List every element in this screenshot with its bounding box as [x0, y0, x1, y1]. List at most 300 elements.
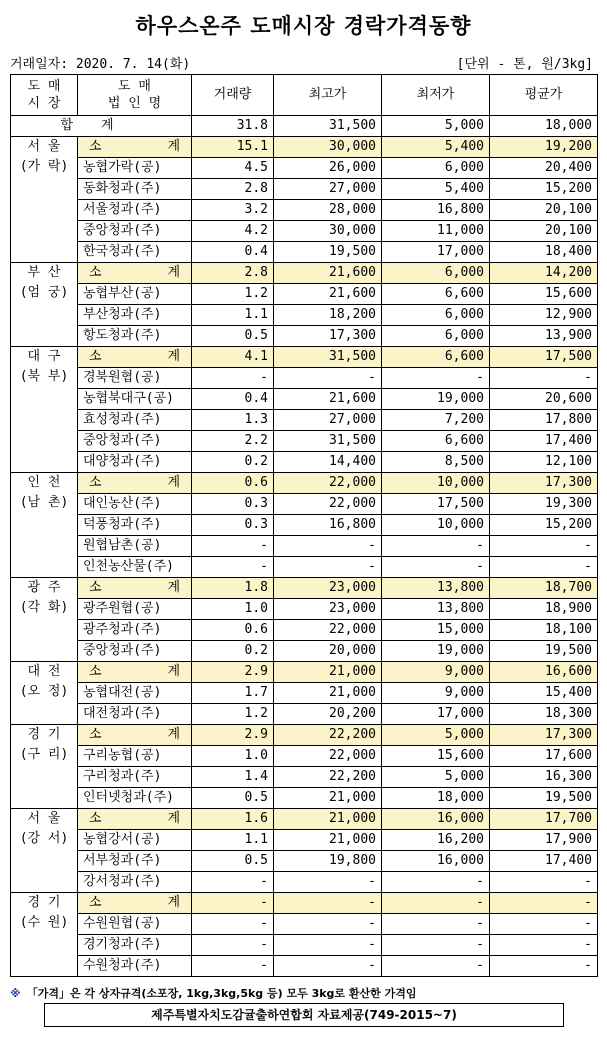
table-row [11, 200, 598, 221]
cell-volume: 4.5 [192, 158, 274, 179]
subtotal-label-text [83, 473, 186, 493]
company-name: 대양청과(주) [78, 452, 192, 473]
subtotal-volume: 2.8 [192, 263, 274, 284]
subtotal-row [11, 473, 598, 494]
company-name: 대인농산(주) [78, 494, 192, 515]
cell-volume: 1.2 [192, 704, 274, 725]
region-name: 부 산 [27, 265, 61, 280]
data-source: 제주특별자치도감귤출하연합회 자료제공(749-2015~7) [44, 1003, 564, 1027]
page-title: 하우스온주 도매시장 경락가격동향 [135, 14, 472, 38]
cell-max: 27,000 [274, 410, 382, 431]
region-name: 서 울 [27, 811, 61, 826]
cell-min: - [382, 872, 490, 893]
table-row [11, 746, 598, 767]
subtotal-label-b: 계 [167, 349, 180, 364]
cell-max: 26,000 [274, 158, 382, 179]
market-region [11, 809, 78, 893]
company-name: 농협대전(공) [78, 683, 192, 704]
subtotal-label-b: 계 [167, 580, 180, 595]
subtotal-label [78, 809, 192, 830]
subtotal-label [78, 662, 192, 683]
total-avg: 18,000 [490, 116, 598, 137]
subtotal-min: 6,000 [382, 263, 490, 284]
subtotal-min: 13,800 [382, 578, 490, 599]
cell-min: 17,000 [382, 704, 490, 725]
subtotal-avg: 17,300 [490, 725, 598, 746]
company-name: 수원원협(공) [78, 914, 192, 935]
total-label: 합계 [11, 116, 192, 137]
cell-min: 6,000 [382, 326, 490, 347]
subtotal-row [11, 893, 598, 914]
price-table [10, 74, 598, 977]
note-text: 「가격」은 각 상자규격(소포장, 1kg,3kg,5kg 등) 모두 3kg로 환산한 가격임 [26, 987, 417, 1000]
table-row [11, 620, 598, 641]
cell-max: - [274, 368, 382, 389]
subtotal-avg: 17,700 [490, 809, 598, 830]
company-name: 항도청과(주) [78, 326, 192, 347]
region-market: (남 촌) [19, 495, 69, 510]
subtotal-volume: 4.1 [192, 347, 274, 368]
table-row [11, 452, 598, 473]
cell-min: 18,000 [382, 788, 490, 809]
region-name: 경 기 [27, 895, 61, 910]
cell-avg: 20,100 [490, 200, 598, 221]
cell-avg: - [490, 956, 598, 977]
subtotal-avg: - [490, 893, 598, 914]
company-name: 중앙청과(주) [78, 431, 192, 452]
subtotal-label [78, 347, 192, 368]
subtotal-label-a: 소 [89, 139, 102, 154]
cell-min: 10,000 [382, 515, 490, 536]
cell-min: 6,600 [382, 431, 490, 452]
cell-volume: 1.0 [192, 746, 274, 767]
company-name: 중앙청과(주) [78, 221, 192, 242]
cell-min: 15,600 [382, 746, 490, 767]
region-market: (가 락) [19, 159, 69, 174]
subtotal-volume: 1.8 [192, 578, 274, 599]
cell-volume: - [192, 557, 274, 578]
subtotal-label-a: 소 [89, 265, 102, 280]
cell-min: - [382, 914, 490, 935]
cell-max: - [274, 536, 382, 557]
cell-max: - [274, 557, 382, 578]
table-row [11, 221, 598, 242]
cell-avg: 20,400 [490, 158, 598, 179]
table-row [11, 242, 598, 263]
region-name: 인 천 [27, 475, 61, 490]
subtotal-label-b: 계 [167, 139, 180, 154]
subtotal-label-b: 계 [167, 265, 180, 280]
cell-volume: 1.1 [192, 830, 274, 851]
subtotal-label-b: 계 [167, 895, 180, 910]
subtotal-min: 16,000 [382, 809, 490, 830]
market-region [11, 263, 78, 347]
subtotal-label-b: 계 [167, 811, 180, 826]
company-name: 광주청과(주) [78, 620, 192, 641]
cell-min: 19,000 [382, 641, 490, 662]
subtotal-min: 10,000 [382, 473, 490, 494]
cell-volume: 0.5 [192, 851, 274, 872]
subtotal-label [78, 725, 192, 746]
table-row [11, 158, 598, 179]
cell-max: 18,200 [274, 305, 382, 326]
cell-avg: 15,400 [490, 683, 598, 704]
cell-volume: 2.8 [192, 179, 274, 200]
cell-avg: - [490, 872, 598, 893]
company-name: 농협가락(공) [78, 158, 192, 179]
company-name: 효성청과(주) [78, 410, 192, 431]
region-market: (강 서) [19, 831, 69, 846]
table-row [11, 536, 598, 557]
company-name: 강서청과(주) [78, 872, 192, 893]
header-company-line2: 법 인 명 [107, 96, 162, 111]
table-row [11, 284, 598, 305]
company-name: 경기청과(주) [78, 935, 192, 956]
company-name: 서부청과(주) [78, 851, 192, 872]
cell-min: 6,000 [382, 158, 490, 179]
cell-min: - [382, 368, 490, 389]
subtotal-avg: 14,200 [490, 263, 598, 284]
cell-volume: 0.4 [192, 242, 274, 263]
subtotal-label-text [83, 137, 186, 157]
region-market: (오 정) [19, 684, 69, 699]
cell-avg: 12,100 [490, 452, 598, 473]
cell-volume: 0.2 [192, 452, 274, 473]
subtotal-volume: 2.9 [192, 662, 274, 683]
cell-volume: 3.2 [192, 200, 274, 221]
market-region [11, 662, 78, 725]
region-name: 대 전 [27, 664, 61, 679]
subtotal-max: 22,000 [274, 473, 382, 494]
header-volume: 거래량 [192, 75, 274, 116]
table-row [11, 515, 598, 536]
cell-avg: 17,900 [490, 830, 598, 851]
table-row [11, 410, 598, 431]
table-row [11, 368, 598, 389]
subtotal-label-text [83, 263, 186, 283]
subtotal-row [11, 137, 598, 158]
company-name: 원협남촌(공) [78, 536, 192, 557]
table-row [11, 599, 598, 620]
cell-volume: 0.2 [192, 641, 274, 662]
cell-volume: 0.5 [192, 326, 274, 347]
cell-max: - [274, 935, 382, 956]
subtotal-max: 21,600 [274, 263, 382, 284]
company-name: 농협부산(공) [78, 284, 192, 305]
cell-volume: - [192, 536, 274, 557]
cell-volume: 0.6 [192, 620, 274, 641]
region-market: (엄 궁) [19, 285, 69, 300]
subtotal-volume: - [192, 893, 274, 914]
cell-min: 6,600 [382, 284, 490, 305]
region-market: (구 리) [19, 747, 69, 762]
cell-max: 23,000 [274, 599, 382, 620]
subtotal-label-a: 소 [89, 664, 102, 679]
table-row [11, 767, 598, 788]
cell-min: 16,200 [382, 830, 490, 851]
cell-volume: - [192, 935, 274, 956]
subtotal-label [78, 578, 192, 599]
cell-avg: 19,500 [490, 641, 598, 662]
subtotal-max: 22,200 [274, 725, 382, 746]
subtotal-label-text [83, 893, 186, 913]
cell-avg: 12,900 [490, 305, 598, 326]
subtotal-volume: 0.6 [192, 473, 274, 494]
cell-avg: 20,600 [490, 389, 598, 410]
subtotal-row [11, 578, 598, 599]
footnote [10, 985, 416, 1001]
cell-max: 31,500 [274, 431, 382, 452]
subtotal-min: 5,000 [382, 725, 490, 746]
cell-min: 8,500 [382, 452, 490, 473]
cell-volume: 0.3 [192, 515, 274, 536]
subtotal-max: 21,000 [274, 662, 382, 683]
subtotal-label-b: 계 [167, 475, 180, 490]
cell-min: 7,200 [382, 410, 490, 431]
header-region [11, 75, 78, 116]
table-row [11, 851, 598, 872]
subtotal-row [11, 347, 598, 368]
cell-min: 5,000 [382, 767, 490, 788]
table-row [11, 389, 598, 410]
subtotal-min: 5,400 [382, 137, 490, 158]
market-region [11, 578, 78, 662]
cell-max: 22,000 [274, 746, 382, 767]
subtotal-min: 6,600 [382, 347, 490, 368]
cell-max: 21,600 [274, 284, 382, 305]
cell-avg: 16,300 [490, 767, 598, 788]
subtotal-label-text [83, 725, 186, 745]
cell-volume: 0.5 [192, 788, 274, 809]
cell-volume: - [192, 368, 274, 389]
cell-min: 17,000 [382, 242, 490, 263]
table-row [11, 935, 598, 956]
region-name: 광 주 [27, 580, 61, 595]
company-name: 수원청과(주) [78, 956, 192, 977]
cell-avg: 17,600 [490, 746, 598, 767]
market-region [11, 137, 78, 263]
subtotal-volume: 2.9 [192, 725, 274, 746]
cell-max: 21,000 [274, 683, 382, 704]
company-name: 광주원협(공) [78, 599, 192, 620]
header-company-line1: 도 매 [118, 79, 151, 94]
table-row [11, 326, 598, 347]
subtotal-label-text [83, 347, 186, 367]
header-region-line1: 도 매 [27, 79, 61, 94]
subtotal-max: 21,000 [274, 809, 382, 830]
cell-avg: 13,900 [490, 326, 598, 347]
cell-min: 6,000 [382, 305, 490, 326]
table-row [11, 431, 598, 452]
cell-max: - [274, 914, 382, 935]
cell-min: 9,000 [382, 683, 490, 704]
company-name: 인터넷청과(주) [78, 788, 192, 809]
cell-volume: - [192, 956, 274, 977]
cell-volume: 1.4 [192, 767, 274, 788]
cell-min: 15,000 [382, 620, 490, 641]
table-row [11, 704, 598, 725]
subtotal-avg: 16,600 [490, 662, 598, 683]
cell-avg: 15,200 [490, 515, 598, 536]
cell-max: 19,500 [274, 242, 382, 263]
cell-min: 17,500 [382, 494, 490, 515]
subtotal-label-text [83, 809, 186, 829]
cell-avg: - [490, 557, 598, 578]
cell-volume: 4.2 [192, 221, 274, 242]
table-row [11, 830, 598, 851]
table-row [11, 872, 598, 893]
cell-max: 22,200 [274, 767, 382, 788]
cell-max: 22,000 [274, 494, 382, 515]
cell-min: 16,800 [382, 200, 490, 221]
cell-max: 16,800 [274, 515, 382, 536]
region-market: (북 부) [19, 369, 69, 384]
region-market: (수 원) [19, 915, 69, 930]
cell-max: 17,300 [274, 326, 382, 347]
cell-max: 21,000 [274, 788, 382, 809]
subtotal-volume: 15.1 [192, 137, 274, 158]
cell-volume: 1.3 [192, 410, 274, 431]
cell-avg: 15,200 [490, 179, 598, 200]
cell-avg: - [490, 536, 598, 557]
unit-label: [단위 - 톤, 원/3kg] [456, 57, 593, 72]
table-row [11, 683, 598, 704]
subtotal-row [11, 725, 598, 746]
cell-max: 27,000 [274, 179, 382, 200]
cell-max: 30,000 [274, 221, 382, 242]
cell-min: - [382, 956, 490, 977]
subtotal-label-a: 소 [89, 475, 102, 490]
cell-avg: 20,100 [490, 221, 598, 242]
cell-max: - [274, 872, 382, 893]
subtotal-label [78, 893, 192, 914]
subtotal-avg: 19,200 [490, 137, 598, 158]
table-header-row [11, 75, 598, 116]
cell-avg: 18,100 [490, 620, 598, 641]
cell-avg: 18,300 [490, 704, 598, 725]
header-min-price: 최저가 [382, 75, 490, 116]
region-name: 서 울 [27, 139, 61, 154]
subtotal-max: - [274, 893, 382, 914]
cell-max: 20,200 [274, 704, 382, 725]
cell-avg: 18,900 [490, 599, 598, 620]
subtotal-row [11, 809, 598, 830]
company-name: 서울청과(주) [78, 200, 192, 221]
subtotal-label-a: 소 [89, 895, 102, 910]
cell-avg: 17,400 [490, 851, 598, 872]
company-name: 구리농협(공) [78, 746, 192, 767]
subtotal-label-text [83, 662, 186, 682]
cell-volume: 1.0 [192, 599, 274, 620]
note-mark: ※ [10, 987, 21, 1000]
table-row [11, 788, 598, 809]
subtotal-avg: 17,300 [490, 473, 598, 494]
total-volume: 31.8 [192, 116, 274, 137]
cell-avg: 19,300 [490, 494, 598, 515]
subtotal-label [78, 263, 192, 284]
subtotal-label-b: 계 [167, 664, 180, 679]
subtotal-label-a: 소 [89, 727, 102, 742]
subtotal-row [11, 263, 598, 284]
company-name: 인천농산물(주) [78, 557, 192, 578]
company-name: 경북원협(공) [78, 368, 192, 389]
subtotal-label [78, 137, 192, 158]
cell-min: - [382, 536, 490, 557]
cell-volume: 0.3 [192, 494, 274, 515]
header-company [78, 75, 192, 116]
company-name: 농협강서(공) [78, 830, 192, 851]
market-region [11, 347, 78, 473]
subtotal-label-a: 소 [89, 349, 102, 364]
cell-max: 21,600 [274, 389, 382, 410]
cell-volume: - [192, 914, 274, 935]
cell-min: 11,000 [382, 221, 490, 242]
cell-max: 19,800 [274, 851, 382, 872]
subtotal-max: 30,000 [274, 137, 382, 158]
company-name: 구리청과(주) [78, 767, 192, 788]
table-row [11, 305, 598, 326]
header-region-line2: 시 장 [27, 96, 61, 111]
table-row [11, 956, 598, 977]
subtotal-max: 31,500 [274, 347, 382, 368]
cell-min: 5,400 [382, 179, 490, 200]
subtotal-label-b: 계 [167, 727, 180, 742]
subtotal-min: 9,000 [382, 662, 490, 683]
total-max: 31,500 [274, 116, 382, 137]
header-max-price: 최고가 [274, 75, 382, 116]
subtotal-volume: 1.6 [192, 809, 274, 830]
cell-max: 20,000 [274, 641, 382, 662]
region-name: 대 구 [27, 349, 61, 364]
cell-min: 13,800 [382, 599, 490, 620]
company-name: 한국청과(주) [78, 242, 192, 263]
cell-volume: - [192, 872, 274, 893]
market-region [11, 725, 78, 809]
company-name: 동화청과(주) [78, 179, 192, 200]
cell-max: - [274, 956, 382, 977]
cell-min: 16,000 [382, 851, 490, 872]
cell-volume: 1.7 [192, 683, 274, 704]
subtotal-label-a: 소 [89, 580, 102, 595]
subtotal-label [78, 473, 192, 494]
cell-avg: 19,500 [490, 788, 598, 809]
subtotal-min: - [382, 893, 490, 914]
table-row [11, 557, 598, 578]
cell-volume: 2.2 [192, 431, 274, 452]
cell-avg: - [490, 914, 598, 935]
total-min: 5,000 [382, 116, 490, 137]
subtotal-label-text [83, 578, 186, 598]
table-row [11, 179, 598, 200]
cell-avg: - [490, 935, 598, 956]
total-row [11, 116, 598, 137]
cell-min: - [382, 557, 490, 578]
table-row [11, 494, 598, 515]
region-name: 경 기 [27, 727, 61, 742]
subtotal-avg: 18,700 [490, 578, 598, 599]
company-name: 덕풍청과(주) [78, 515, 192, 536]
cell-avg: 15,600 [490, 284, 598, 305]
subtotal-label-a: 소 [89, 811, 102, 826]
cell-volume: 1.2 [192, 284, 274, 305]
table-row [11, 914, 598, 935]
cell-max: 14,400 [274, 452, 382, 473]
cell-avg: - [490, 368, 598, 389]
subtotal-avg: 17,500 [490, 347, 598, 368]
company-name: 농협북대구(공) [78, 389, 192, 410]
company-name: 대전청과(주) [78, 704, 192, 725]
header-avg-price: 평균가 [490, 75, 598, 116]
